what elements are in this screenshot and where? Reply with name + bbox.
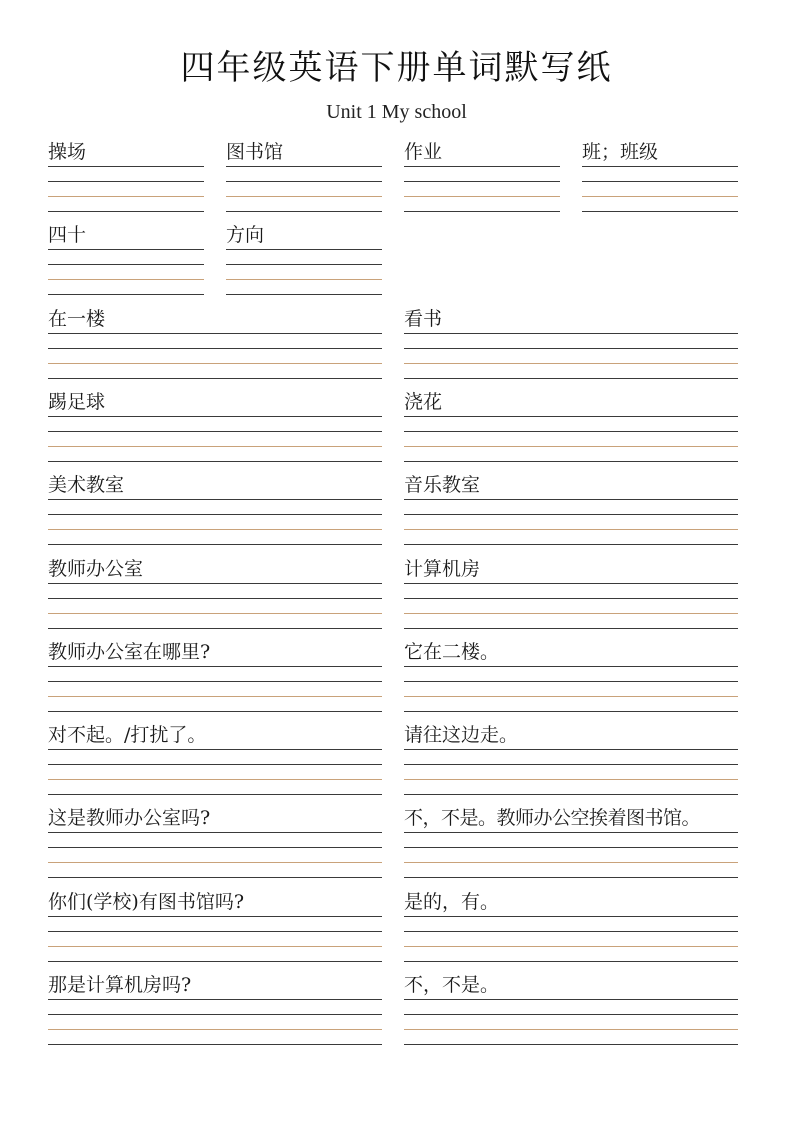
writing-line[interactable] [582, 211, 738, 212]
writing-line[interactable] [404, 681, 738, 682]
sentence-label: 不，不是。 [404, 974, 500, 996]
writing-line[interactable] [404, 461, 738, 462]
writing-line[interactable] [404, 378, 738, 379]
unit-subtitle: Unit 1 My school [326, 101, 467, 123]
phrase-label: 看书 [404, 308, 443, 330]
phrase-label: 教师办公室 [48, 558, 144, 580]
writing-guide-line[interactable] [404, 696, 738, 697]
writing-line[interactable] [404, 1014, 738, 1015]
writing-line[interactable] [48, 847, 382, 848]
sentence-cell [48, 974, 382, 1046]
phrase-cell [404, 558, 738, 630]
writing-line[interactable] [48, 333, 382, 334]
word-label: 班；班级 [582, 141, 659, 163]
writing-line[interactable] [404, 583, 738, 584]
writing-line[interactable] [404, 1044, 738, 1045]
sentence-cell [48, 724, 382, 796]
writing-guide-line[interactable] [404, 862, 738, 863]
writing-guide-line[interactable] [48, 862, 382, 863]
writing-line[interactable] [48, 877, 382, 878]
phrase-cell [404, 308, 738, 380]
writing-line[interactable] [48, 294, 204, 295]
writing-guide-line[interactable] [404, 446, 738, 447]
writing-line[interactable] [404, 348, 738, 349]
writing-guide-line[interactable] [582, 196, 738, 197]
writing-line[interactable] [48, 1044, 382, 1045]
writing-line[interactable] [48, 211, 204, 212]
writing-line[interactable] [48, 628, 382, 629]
word-label: 四十 [48, 224, 87, 246]
writing-line[interactable] [48, 514, 382, 515]
writing-guide-line[interactable] [48, 529, 382, 530]
writing-line[interactable] [404, 544, 738, 545]
writing-line[interactable] [226, 166, 382, 167]
writing-line[interactable] [48, 431, 382, 432]
writing-line[interactable] [48, 166, 204, 167]
writing-line[interactable] [404, 211, 560, 212]
sentence-label: 不，不是。教师办公空挨着图书馆。 [404, 807, 701, 829]
sentence-label: 这是教师办公室吗? [48, 807, 211, 829]
writing-guide-line[interactable] [404, 779, 738, 780]
writing-line[interactable] [404, 598, 738, 599]
writing-line[interactable] [404, 961, 738, 962]
phrase-cell [48, 474, 382, 546]
writing-line[interactable] [48, 461, 382, 462]
writing-line[interactable] [226, 249, 382, 250]
writing-line[interactable] [48, 598, 382, 599]
writing-line[interactable] [48, 961, 382, 962]
writing-line[interactable] [404, 431, 738, 432]
writing-line[interactable] [404, 999, 738, 1000]
writing-guide-line[interactable] [226, 196, 382, 197]
writing-line[interactable] [404, 181, 560, 182]
writing-line[interactable] [48, 931, 382, 932]
writing-line[interactable] [48, 264, 204, 265]
writing-line[interactable] [404, 847, 738, 848]
writing-line[interactable] [48, 681, 382, 682]
writing-guide-line[interactable] [48, 196, 204, 197]
writing-guide-line[interactable] [404, 363, 738, 364]
phrase-cell [48, 308, 382, 380]
sentence-label: 对不起。/打扰了。 [48, 724, 207, 746]
writing-line[interactable] [404, 832, 738, 833]
word-label: 操场 [48, 141, 87, 163]
writing-line[interactable] [404, 416, 738, 417]
writing-line[interactable] [404, 711, 738, 712]
writing-line[interactable] [48, 711, 382, 712]
writing-guide-line[interactable] [48, 363, 382, 364]
writing-line[interactable] [404, 877, 738, 878]
writing-guide-line[interactable] [48, 946, 382, 947]
writing-line[interactable] [404, 333, 738, 334]
writing-line[interactable] [226, 211, 382, 212]
writing-guide-line[interactable] [226, 279, 382, 280]
writing-line[interactable] [404, 764, 738, 765]
phrase-label: 美术教室 [48, 474, 125, 496]
phrase-cell [48, 558, 382, 630]
sentence-cell [404, 807, 738, 879]
sentence-label: 教师办公室在哪里? [48, 641, 211, 663]
writing-line[interactable] [48, 794, 382, 795]
sentence-cell [48, 807, 382, 879]
phrase-label: 浇花 [404, 391, 443, 413]
sentence-cell [48, 641, 382, 713]
writing-line[interactable] [48, 583, 382, 584]
writing-line[interactable] [48, 1014, 382, 1015]
writing-guide-line[interactable] [48, 279, 204, 280]
phrase-label: 音乐教室 [404, 474, 481, 496]
writing-guide-line[interactable] [48, 446, 382, 447]
writing-line[interactable] [404, 628, 738, 629]
writing-line[interactable] [48, 416, 382, 417]
word-cell [226, 224, 382, 296]
writing-line[interactable] [48, 999, 382, 1000]
sentence-cell [404, 891, 738, 963]
writing-line[interactable] [48, 499, 382, 500]
page-title: 四年级英语下册单词默写纸 [180, 48, 613, 88]
writing-line[interactable] [404, 514, 738, 515]
word-cell [48, 141, 204, 213]
sentence-cell [404, 724, 738, 796]
writing-line[interactable] [48, 666, 382, 667]
writing-line[interactable] [404, 794, 738, 795]
writing-line[interactable] [404, 749, 738, 750]
sentence-cell [404, 641, 738, 713]
writing-guide-line[interactable] [404, 613, 738, 614]
writing-line[interactable] [404, 916, 738, 917]
writing-line[interactable] [48, 249, 204, 250]
writing-guide-line[interactable] [48, 1029, 382, 1030]
sentence-cell [48, 891, 382, 963]
sentence-cell [404, 974, 738, 1046]
writing-line[interactable] [404, 499, 738, 500]
writing-line[interactable] [48, 544, 382, 545]
writing-guide-line[interactable] [404, 1029, 738, 1030]
sentence-label: 那是计算机房吗? [48, 974, 192, 996]
word-label: 方向 [226, 224, 265, 246]
writing-line[interactable] [48, 181, 204, 182]
phrase-cell [404, 474, 738, 546]
sentence-label: 请往这边走。 [404, 724, 519, 746]
phrase-label: 计算机房 [404, 558, 481, 580]
sentence-label: 是的，有。 [404, 891, 500, 913]
word-label: 图书馆 [226, 141, 284, 163]
sentence-label: 你们(学校)有图书馆吗? [48, 891, 245, 913]
writing-line[interactable] [404, 931, 738, 932]
word-cell [226, 141, 382, 213]
writing-line[interactable] [226, 264, 382, 265]
writing-line[interactable] [48, 749, 382, 750]
writing-line[interactable] [48, 764, 382, 765]
writing-line[interactable] [48, 832, 382, 833]
writing-guide-line[interactable] [48, 613, 382, 614]
writing-line[interactable] [582, 181, 738, 182]
writing-line[interactable] [48, 348, 382, 349]
word-cell [404, 141, 560, 213]
writing-line[interactable] [404, 166, 560, 167]
phrase-cell [48, 391, 382, 463]
writing-line[interactable] [226, 181, 382, 182]
writing-guide-line[interactable] [404, 529, 738, 530]
word-cell [48, 224, 204, 296]
writing-line[interactable] [226, 294, 382, 295]
phrase-cell [404, 391, 738, 463]
word-cell [582, 141, 738, 213]
phrase-label: 踢足球 [48, 391, 106, 413]
writing-line[interactable] [404, 666, 738, 667]
writing-line[interactable] [48, 916, 382, 917]
phrase-label: 在一楼 [48, 308, 106, 330]
writing-guide-line[interactable] [48, 696, 382, 697]
writing-guide-line[interactable] [404, 946, 738, 947]
writing-line[interactable] [48, 378, 382, 379]
sentence-label: 它在二楼。 [404, 641, 500, 663]
writing-guide-line[interactable] [48, 779, 382, 780]
writing-line[interactable] [582, 166, 738, 167]
word-label: 作业 [404, 141, 443, 163]
writing-guide-line[interactable] [404, 196, 560, 197]
